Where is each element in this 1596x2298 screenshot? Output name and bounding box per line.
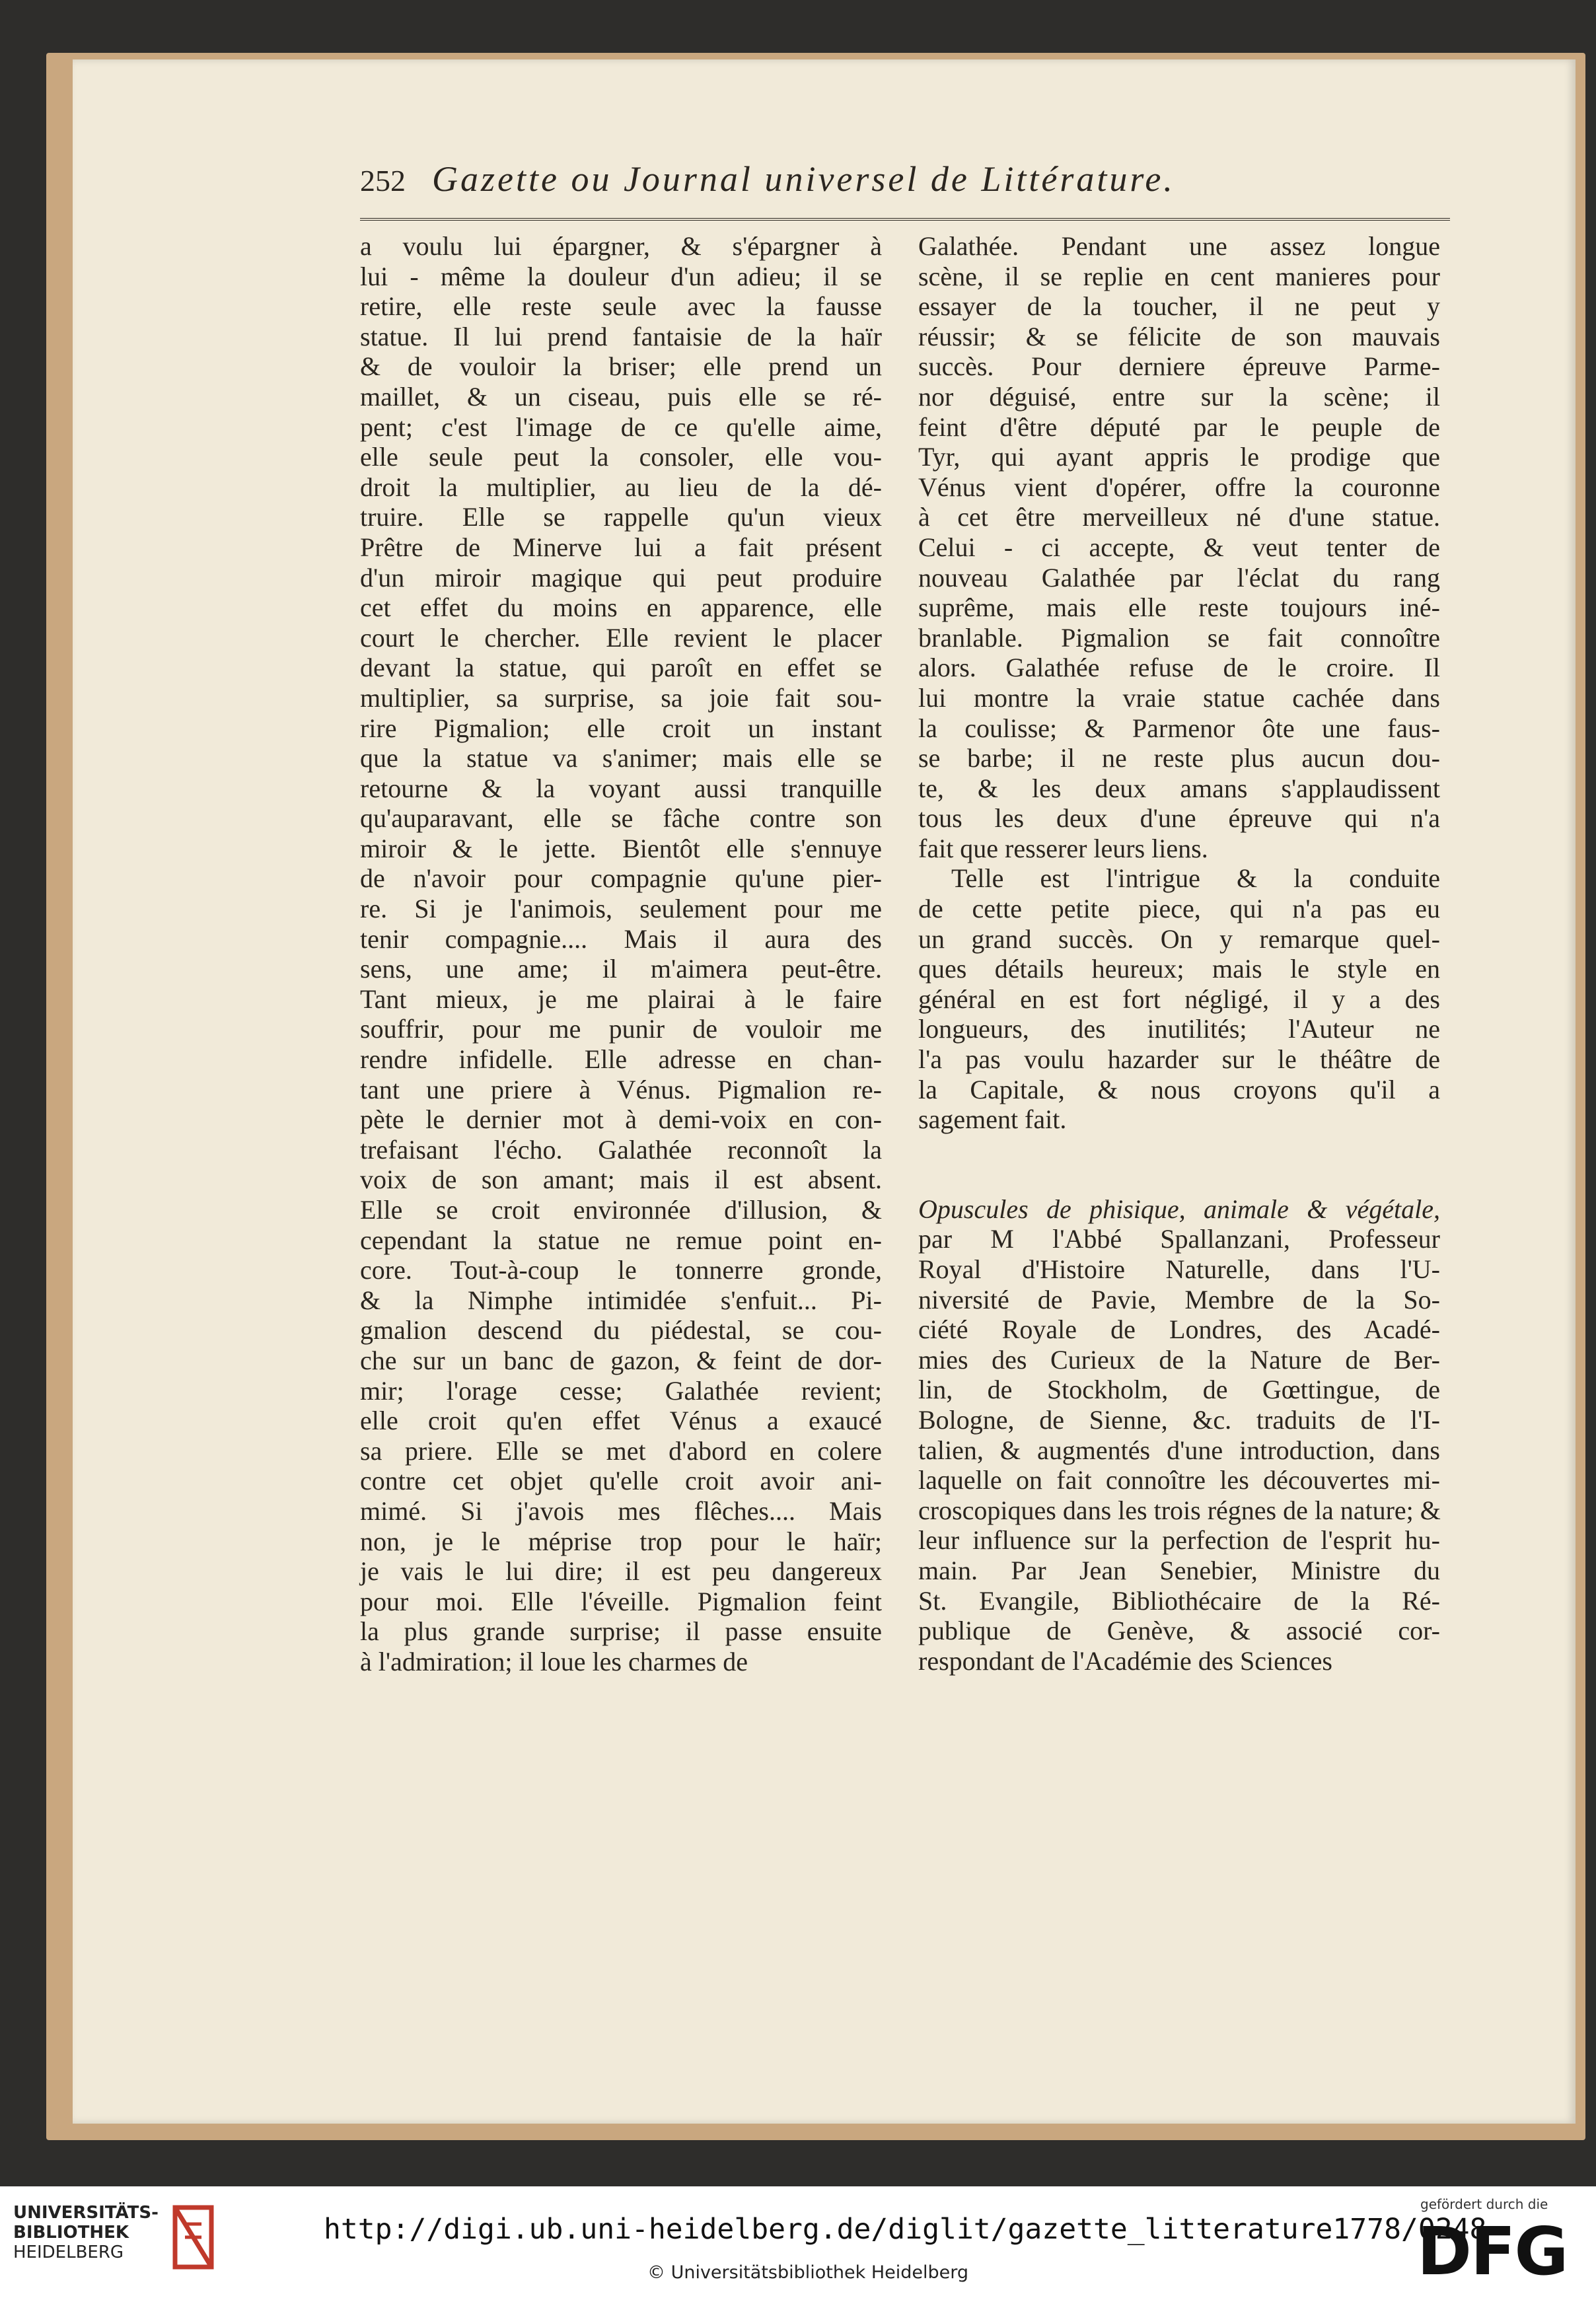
text-line: Tyr, qui ayant appris le prodige que xyxy=(918,442,1440,472)
text-line: souffrir, pour me punir de vouloir me xyxy=(360,1014,882,1044)
text-line: mimé. Si j'avois mes flêches.... Mais xyxy=(360,1495,882,1526)
text-line: Bologne, de Sienne, &c. traduits de l'I- xyxy=(918,1404,1440,1435)
library-logo-text xyxy=(13,2203,165,2262)
text-line: Elle se croit environnée d'illusion, & xyxy=(360,1195,882,1225)
text-line: contre cet objet qu'elle croit avoir ani- xyxy=(360,1466,882,1496)
text-line: pour moi. Elle l'éveille. Pigmalion feint xyxy=(360,1586,882,1616)
text-line: statue. Il lui prend fantaisie de la haïr xyxy=(360,321,882,351)
text-line: miroir & le jette. Bientôt elle s'ennuye xyxy=(360,833,882,863)
text-line: que la statue va s'animer; mais elle se xyxy=(360,743,882,773)
text-line: rendre infidelle. Elle adresse en chan- xyxy=(360,1044,882,1075)
right-column xyxy=(918,231,1440,1676)
right-paragraph-1 xyxy=(918,231,1440,863)
text-line: truire. Elle se rappelle qu'un vieux xyxy=(360,502,882,532)
text-line: Royal d'Histoire Naturelle, dans l'U- xyxy=(918,1254,1440,1284)
text-line: branlable. Pigmalion se fait connoître xyxy=(918,622,1440,653)
text-line: réussir; & se félicite de son mauvais xyxy=(918,321,1440,351)
text-line: un grand succès. On y remarque quel- xyxy=(918,923,1440,954)
text-line: niversité de Pavie, Membre de la So- xyxy=(918,1284,1440,1314)
text-line: Galathée. Pendant une assez longue xyxy=(918,231,1440,261)
text-line: leur influence sur la perfection de l'esprit hu- xyxy=(918,1525,1440,1556)
text-line: scène, il se replie en cent manieres pour xyxy=(918,261,1440,291)
text-line: core. Tout-à-coup le tonnerre gronde, xyxy=(360,1255,882,1285)
text-line: longueurs, des inutilités; l'Auteur ne xyxy=(918,1014,1440,1044)
text-line: respondant de l'Académie des Sciences xyxy=(918,1645,1332,1676)
text-line: Prêtre de Minerve lui a fait présent xyxy=(360,532,882,562)
header-rule xyxy=(360,218,1450,221)
text-line: Vénus vient d'opérer, offre la couronne xyxy=(918,472,1440,502)
section-gap xyxy=(918,1135,1440,1194)
text-line: mies des Curieux de la Nature de Ber- xyxy=(918,1344,1440,1375)
text-line: publique de Genève, & associé cor- xyxy=(918,1616,1440,1646)
text-line: à cet être merveilleux né d'une statue. xyxy=(918,502,1440,532)
left-column xyxy=(360,231,882,1677)
text-line: voix de son amant; mais il est absent. xyxy=(360,1165,882,1195)
text-line: retire, elle reste seule avec la fausse xyxy=(360,291,882,322)
dfg-logo: DFG xyxy=(1417,2213,1568,2290)
viewer-footer xyxy=(0,2186,1596,2298)
text-line: maillet, & un ciseau, puis elle se ré- xyxy=(360,381,882,412)
text-line: à l'admiration; il loue les charmes de xyxy=(360,1646,748,1676)
text-line: lui - même la douleur d'un adieu; il se xyxy=(360,261,882,291)
text-line: par M l'Abbé Spallanzani, Professeur xyxy=(918,1224,1440,1254)
library-name-line1: UNIVERSITÄTS- xyxy=(13,2203,159,2223)
text-line: cet effet du moins en apparence, elle xyxy=(360,592,882,623)
text-line: fait que resserer leurs liens. xyxy=(918,833,1208,863)
text-line: a voulu lui épargner, & s'épargner à xyxy=(360,231,882,261)
text-line: te, & les deux amans s'applaudissent xyxy=(918,773,1440,803)
text-line: Celui - ci accepte, & veut tenter de xyxy=(918,532,1440,562)
text-line: la plus grande surprise; il passe ensuite xyxy=(360,1616,882,1647)
running-title: Gazette ou Journal universel de Littérature. xyxy=(432,159,1175,199)
text-line: je vais le lui dire; il est peu dangereux xyxy=(360,1556,882,1587)
text-line: re. Si je l'animois, seulement pour me xyxy=(360,894,882,924)
right-paragraph-2 xyxy=(918,863,1440,1134)
text-line: che sur un banc de gazon, & feint de dor- xyxy=(360,1345,882,1375)
text-line: qu'auparavant, elle se fâche contre son xyxy=(360,803,882,834)
text-line: sa priere. Elle se met d'abord en colere xyxy=(360,1435,882,1466)
running-header xyxy=(360,159,1450,205)
text-line: & de vouloir la briser; elle prend un xyxy=(360,351,882,382)
text-line: nouveau Galathée par l'éclat du rang xyxy=(918,562,1440,592)
text-line: l'a pas voulu hazarder sur le théâtre de xyxy=(918,1044,1440,1075)
library-name-line3: HEIDELBERG xyxy=(13,2243,124,2262)
funding-note: gefördert durch die xyxy=(1420,2196,1548,2212)
copyright-note: © Universitätsbibliothek Heidelberg xyxy=(647,2262,969,2283)
text-line: ques détails heureux; mais le style en xyxy=(918,954,1440,984)
text-line: trefaisant l'écho. Galathée reconnoît la xyxy=(360,1134,882,1165)
text-line: Telle est l'intrigue & la conduite xyxy=(951,863,1440,894)
text-line: général en est fort négligé, il y a des xyxy=(918,984,1440,1014)
text-line: alors. Galathée refuse de le croire. Il xyxy=(918,653,1440,683)
text-line: retourne & la voyant aussi tranquille xyxy=(360,773,882,803)
permalink-url[interactable]: http://digi.ub.uni-heidelberg.de/diglit/gazette_litterature1778/0248 xyxy=(324,2213,1487,2246)
library-name-line2: BIBLIOTHEK xyxy=(13,2223,129,2243)
text-line: d'un miroir magique qui peut produire xyxy=(360,562,882,592)
text-line: mir; l'orage cesse; Galathée revient; xyxy=(360,1375,882,1406)
text-line: rire Pigmalion; elle croit un instant xyxy=(360,713,882,743)
text-line: se barbe; il ne reste plus aucun dou- xyxy=(918,743,1440,773)
text-line: sens, une ame; il m'aimera peut-être. xyxy=(360,954,882,984)
text-line: laquelle on fait connoître les découvertes mi- xyxy=(918,1465,1440,1495)
page-number: 252 xyxy=(360,164,406,197)
text-line: elle seule peut la consoler, elle vou- xyxy=(360,442,882,472)
text-line: de n'avoir pour compagnie qu'une pier- xyxy=(360,863,882,894)
text-line: tant une priere à Vénus. Pigmalion re- xyxy=(360,1074,882,1104)
text-line: cependant la statue ne remue point en- xyxy=(360,1225,882,1255)
text-line: essayer de la toucher, il ne peut y xyxy=(918,291,1440,322)
text-line: talien, & augmentés d'une introduction, dans xyxy=(918,1435,1440,1465)
text-line: de cette petite piece, qui n'a pas eu xyxy=(918,894,1440,924)
text-line: lin, de Stockholm, de Gœttingue, de xyxy=(918,1375,1440,1405)
text-line: & la Nimphe intimidée s'enfuit... Pi- xyxy=(360,1285,882,1315)
text-line: la Capitale, & nous croyons qu'il a xyxy=(918,1074,1440,1104)
text-line: ciété Royale de Londres, des Acadé- xyxy=(918,1314,1440,1345)
text-line: Tant mieux, je me plairai à le faire xyxy=(360,984,882,1014)
text-line: tenir compagnie.... Mais il aura des xyxy=(360,923,882,954)
text-line: tous les deux d'une épreuve qui n'a xyxy=(918,803,1440,834)
text-line: sagement fait. xyxy=(918,1104,1067,1135)
text-line: droit la multiplier, au lieu de la dé- xyxy=(360,472,882,502)
text-line: court le chercher. Elle revient le placer xyxy=(360,622,882,653)
text-line: devant la statue, qui paroît en effet se xyxy=(360,653,882,683)
text-line: main. Par Jean Senebier, Ministre du xyxy=(918,1555,1440,1585)
text-line: nor déguisé, entre sur la scène; il xyxy=(918,381,1440,412)
text-line: la coulisse; & Parmenor ôte une faus- xyxy=(918,713,1440,743)
text-line: pent; c'est l'image de ce qu'elle aime, xyxy=(360,412,882,442)
library-seal-icon xyxy=(162,2201,225,2274)
text-line: succès. Pour derniere épreuve Parme- xyxy=(918,351,1440,382)
right-paragraph-3 xyxy=(918,1194,1440,1676)
text-line: lui montre la vraie statue cachée dans xyxy=(918,682,1440,713)
text-line: pète le dernier mot à demi-voix en con- xyxy=(360,1104,882,1135)
text-line: St. Evangile, Bibliothécaire de la Ré- xyxy=(918,1585,1440,1616)
text-line: Opuscules de phisique, animale & végétale, xyxy=(918,1194,1440,1224)
text-line: multiplier, sa surprise, sa joie fait sou- xyxy=(360,682,882,713)
text-line: elle croit qu'en effet Vénus a exaucé xyxy=(360,1406,882,1436)
text-line: suprême, mais elle reste toujours iné- xyxy=(918,592,1440,623)
text-line: feint d'être député par le peuple de xyxy=(918,412,1440,442)
text-line: gmalion descend du piédestal, se cou- xyxy=(360,1315,882,1346)
text-line: croscopiques dans les trois régnes de la nature; & xyxy=(918,1495,1441,1525)
text-line: non, je le méprise trop pour le haïr; xyxy=(360,1526,882,1556)
